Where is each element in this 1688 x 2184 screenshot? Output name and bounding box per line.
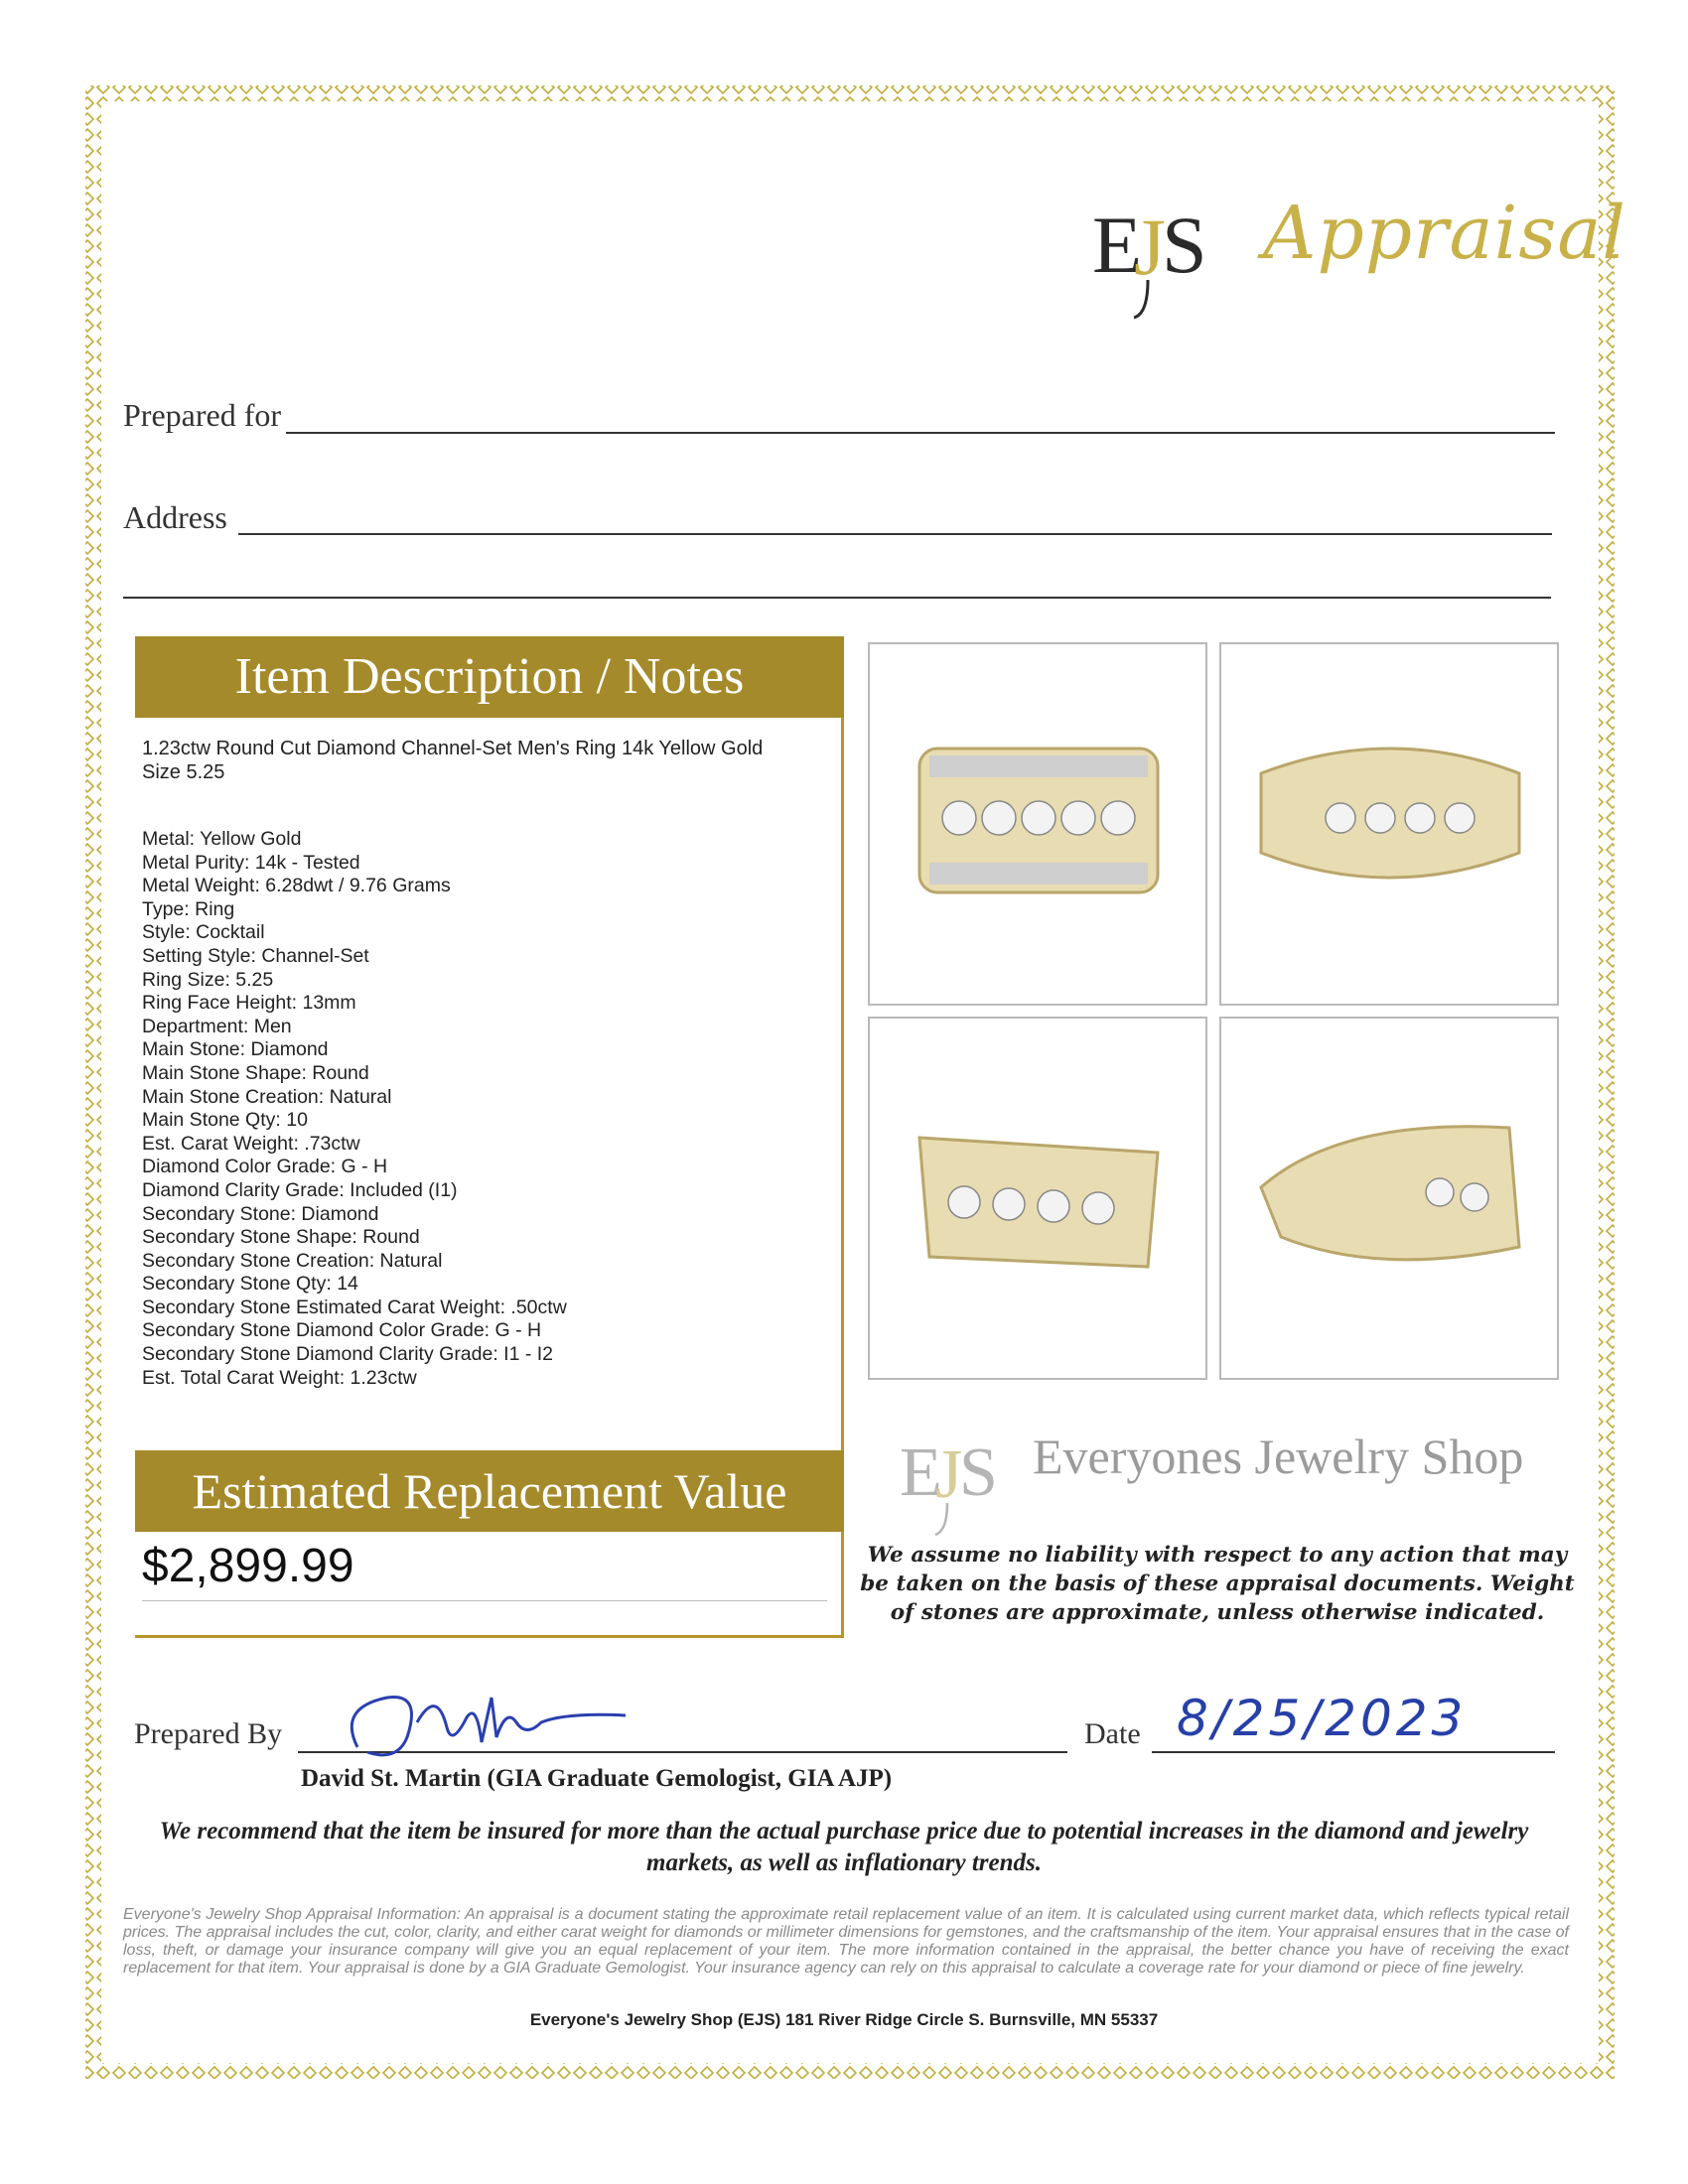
page-title: Appraisal: [1263, 191, 1627, 276]
spec-item: Secondary Stone Qty: 14: [142, 1273, 358, 1296]
prepared-by-label: Prepared By: [134, 1717, 283, 1750]
spec-item: Main Stone: Diamond: [142, 1038, 329, 1061]
spec-item: Metal Weight: 6.28dwt / 9.76 Grams: [142, 875, 451, 897]
value-underline: [142, 1600, 827, 1601]
ring-photo-angle: [868, 1017, 1207, 1380]
insurance-recommendation: We recommend that the item be insured for more than the actual purchase price due to potential increases in the diamond and jewelry markets, as well as inflationary trends.: [159, 1818, 1529, 1876]
date-value: 8/25/2023: [1177, 1690, 1468, 1747]
spec-item: Ring Size: 5.25: [142, 968, 274, 991]
spec-item: Secondary Stone Diamond Color Grade: G - H: [142, 1319, 542, 1342]
address-field-line1[interactable]: [238, 533, 1552, 535]
spec-item: Diamond Color Grade: G - H: [142, 1156, 388, 1178]
spec-item: Type: Ring: [142, 897, 235, 920]
date-field[interactable]: [1152, 1751, 1555, 1753]
spec-item: Department: Men: [142, 1015, 292, 1037]
ejs-logo-icon: [1090, 195, 1219, 324]
spec-item: Est. Carat Weight: .73ctw: [142, 1132, 360, 1155]
spec-item: Est. Total Carat Weight: 1.23ctw: [142, 1366, 417, 1389]
footer-address: Everyone's Jewelry Shop (EJS) 181 River Ridge Circle S. Burnsville, MN 55337: [529, 2010, 1159, 2029]
store-name: Everyones Jewelry Shop: [1033, 1429, 1524, 1484]
ring-profile-icon: [1221, 1019, 1557, 1378]
svg-text:J: J: [935, 1436, 963, 1513]
date-label: Date: [1084, 1717, 1141, 1750]
item-size-line: Size 5.25: [142, 761, 225, 783]
svg-text:S: S: [959, 1434, 998, 1511]
spec-item: Secondary Stone Estimated Carat Weight: .50ctw: [142, 1296, 567, 1318]
liability-disclaimer: We assume no liability with respect to any action that may be taken on the basis of these appraisal documents. Weight of stones are approximate, unless otherwise indicated.: [860, 1543, 1575, 1625]
ring-side-icon: [1221, 644, 1557, 1004]
ring-angle-icon: [870, 1019, 1205, 1378]
ring-photo-side: [1219, 642, 1559, 1006]
ring-photo-profile: [1219, 1017, 1559, 1380]
svg-text:E: E: [900, 1434, 942, 1511]
item-description-heading-bar: [135, 636, 844, 718]
spec-item: Setting Style: Channel-Set: [142, 944, 369, 967]
spec-item: Diamond Clarity Grade: Included (I1): [142, 1178, 458, 1201]
spec-item: Secondary Stone Creation: Natural: [142, 1249, 443, 1272]
spec-item: Metal Purity: 14k - Tested: [142, 851, 360, 874]
svg-text:E: E: [1092, 200, 1143, 290]
prepared-for-label: Prepared for: [123, 397, 282, 433]
spec-item: Main Stone Qty: 10: [142, 1109, 308, 1132]
address-field-line2[interactable]: [123, 597, 1551, 599]
estimated-value: $2,899.99: [142, 1540, 354, 1592]
svg-text:S: S: [1162, 200, 1207, 290]
spec-item: Main Stone Creation: Natural: [142, 1085, 392, 1108]
signature-image: [328, 1668, 665, 1777]
spec-item: Main Stone Shape: Round: [142, 1061, 369, 1084]
spec-item: Ring Face Height: 13mm: [142, 992, 356, 1015]
spec-item: Secondary Stone Diamond Clarity Grade: I1 - I2: [142, 1343, 554, 1366]
ring-photo-front: [868, 642, 1207, 1006]
prepared-for-field[interactable]: [286, 432, 1555, 434]
appraiser-name: David St. Martin (GIA Graduate Gemologist, GIA AJP): [301, 1765, 893, 1792]
estimated-value-heading-bar: [135, 1450, 844, 1532]
appraisal-fine-print: Everyone's Jewelry Shop Appraisal Information: An appraisal is a document stating the approximate retail replacement value of an item. It is calculated using current market data, which reflects typical retail prices. The appraisal includes the cut, color, clarity, and either carat weight for diamonds or millimeter dimensions for gemstones, and the craftsmanship of the item. Your appraisal ensures that in the case of loss, theft, or damage your insurance company will give you an equal replacement of your item. The more information contained in the appraisal, the better chance you have of receiving the exact replacement for that item. Your appraisal is done by a GIA Graduate Gemologist. Your insurance agency can rely on this appraisal to calculate a coverage rate for your diamond or piece of fine jewelry.: [123, 1906, 1569, 1977]
spec-list: [142, 828, 817, 1390]
estimated-value-heading: Estimated Replacement Value: [192, 1463, 787, 1519]
ejs-store-logo-icon: [900, 1430, 1009, 1539]
spec-item: Metal: Yellow Gold: [142, 828, 302, 850]
item-title: [142, 737, 817, 784]
item-description-heading: Item Description / Notes: [234, 648, 745, 705]
address-label: Address: [123, 499, 227, 535]
spec-item: Secondary Stone Shape: Round: [142, 1226, 420, 1249]
svg-text:J: J: [1134, 202, 1166, 292]
item-title-line: 1.23ctw Round Cut Diamond Channel-Set Men's Ring 14k Yellow Gold: [142, 738, 764, 759]
spec-item: Style: Cocktail: [142, 921, 265, 944]
panel-divider: [841, 718, 844, 1452]
ring-front-icon: [870, 644, 1205, 1004]
spec-item: Secondary Stone: Diamond: [142, 1202, 379, 1225]
